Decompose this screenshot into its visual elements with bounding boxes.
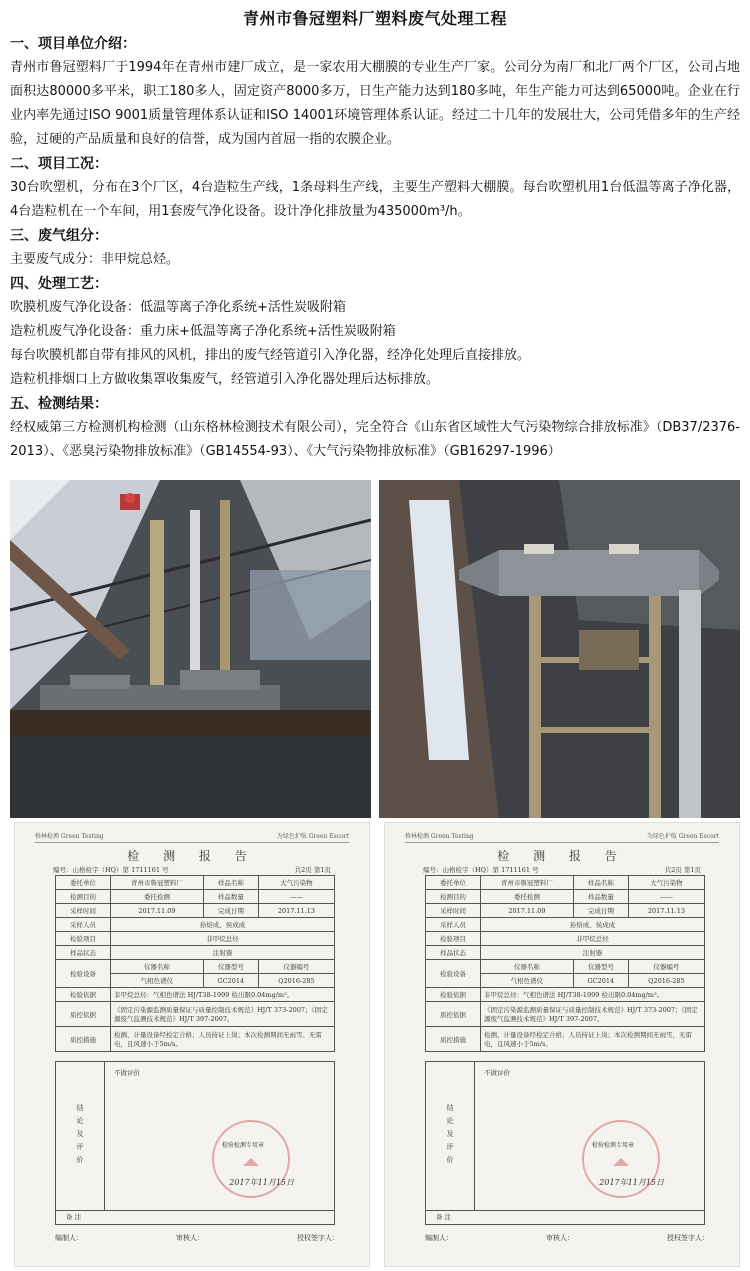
cell-value: 非甲烷总烃：气相色谱法 HJ/T38-1999 检出限0.04mg/m³。 xyxy=(481,988,705,1002)
cell-label: 质控依据 xyxy=(56,1002,111,1027)
section-text-conditions: 30台吹塑机，分布在3个厂区，4台造粒生产线，1条母料生产线，主要生产塑料大棚膜。每台吹塑机用1台低温等离子净化器，4台造粒机在一个车间，用1套废气净化设备。设计净化排放量为435000m³/h。 xyxy=(10,180,740,219)
section-text-composition: 主要废气成分：非甲烷总烃。 xyxy=(10,252,180,267)
cell-value: 仪器编号 xyxy=(258,960,334,974)
cell-value: 气相色谱仪 xyxy=(481,974,574,988)
cell-label: 采样时间 xyxy=(56,904,111,918)
report-meta xyxy=(423,865,701,874)
test-report-row xyxy=(10,822,740,1267)
report-header-left: 格林检测 Green Testing xyxy=(35,833,104,840)
cell-value: 2017.11.13 xyxy=(628,904,704,918)
cell-value: 《固定污染源监测质量保证与质量控制技术规范》HJ/T 373-2007；《固定源废气监测技术规范》HJ/T 397-2007。 xyxy=(111,1002,335,1027)
cell-value: Q2016-285 xyxy=(258,974,334,988)
process-line: 吹膜机废气净化设备：低温等离子净化系统+活性炭吸附箱 xyxy=(10,300,346,315)
section-heading-process: 四、处理工艺： xyxy=(10,276,108,292)
cell-value: 气相色谱仪 xyxy=(111,974,204,988)
report-header xyxy=(405,831,719,843)
cell-value: 仪器型号 xyxy=(573,960,628,974)
report-conclusion xyxy=(55,1061,335,1211)
report-note: 备 注 xyxy=(425,1211,705,1225)
cell-value: Q2016-285 xyxy=(628,974,704,988)
cell-value: 检测、计量设备经检定合格；人员持证上岗；本次检测期间无雨雪、无雷电，且风速小于5m/s。 xyxy=(481,1027,705,1052)
cell-label: 质控依据 xyxy=(426,1002,481,1027)
report-header-right: 为绿色护航 Green Escort xyxy=(276,833,349,840)
conclusion-text: 不做评价 xyxy=(114,1069,140,1077)
report-header-left: 格林检测 Green Testing xyxy=(405,833,474,840)
section-text-company: 青州市鲁冠塑料厂于1994年在青州市建厂成立，是一家农用大棚膜的专业生产厂家。公司分为南厂和北厂两个厂区，公司占地面积达80000多平米，职工180多人，固定资产8000多万，日生产能力达到180多吨，年生产能力可达到65000吨。企业在行业内率先通过ISO 9001质量管理体系认证和ISO 14001环境管理体系认证。经过二十几年的发展壮大，公司凭借多年的生产经验，过硬的产品质量和良好的信誉，成为国内首屈一指的农膜企业。 xyxy=(10,60,740,147)
section-text-results: 经权威第三方检测机构检测（山东格林检测技术有限公司），完全符合《山东省区域性大气污染物综合排放标准》（DB37/2376-2013）、《恶臭污染物排放标准》（GB14554-93）、《大气污染物排放标准》（GB16297-1996） xyxy=(10,420,740,459)
conclusion-label: 结论及评价 xyxy=(56,1062,105,1210)
report-signatures xyxy=(55,1233,339,1243)
preparer-label: 编制人： xyxy=(55,1234,83,1242)
reviewer-label: 审核人： xyxy=(546,1234,574,1242)
section-heading-company: 一、项目单位介绍： xyxy=(10,36,136,52)
signer-label: 授权签字人： xyxy=(297,1234,339,1242)
test-report xyxy=(384,822,740,1267)
report-table xyxy=(425,875,705,1052)
signer-label: 授权签字人： xyxy=(667,1234,709,1242)
cell-value: 注射器 xyxy=(111,946,335,960)
cell-value: —— xyxy=(628,890,704,904)
section-heading-composition: 三、废气组分： xyxy=(10,228,108,244)
report-title: 检 测 报 告 xyxy=(127,849,257,863)
cell-value: 青州市鲁冠塑料厂 xyxy=(111,876,204,890)
cell-value: 检测、计量设备经检定合格；人员持证上岗；本次检测期间无雨雪、无雷电，且风速小于5m/s。 xyxy=(111,1027,335,1052)
report-number: 编号：山格检字（HQ）第 1711161 号 xyxy=(53,866,169,874)
cell-value: —— xyxy=(258,890,334,904)
cell-value: 仪器编号 xyxy=(628,960,704,974)
cell-label: 检验设备 xyxy=(56,960,111,988)
report-pages: 共2页 第1页 xyxy=(294,866,331,874)
process-line: 造粒机废气净化设备：重力床+低温等离子净化系统+活性炭吸附箱 xyxy=(10,324,396,339)
cell-value: 2017.11.09 xyxy=(481,904,574,918)
cell-value: 青州市鲁冠塑料厂 xyxy=(481,876,574,890)
cell-label: 质控措施 xyxy=(56,1027,111,1052)
blown-film-equipment-photo xyxy=(10,480,371,818)
report-date: 2017年11月15日 xyxy=(229,1178,294,1187)
cell-value: 非甲烷总烃 xyxy=(481,932,705,946)
cell-value: 非甲烷总烃：气相色谱法 HJ/T38-1999 检出限0.04mg/m³。 xyxy=(111,988,335,1002)
cell-label: 检验项目 xyxy=(426,932,481,946)
test-report xyxy=(14,822,370,1267)
report-title: 检 测 报 告 xyxy=(497,849,627,863)
cell-label: 检测目的 xyxy=(426,890,481,904)
cell-value: 大气污染物 xyxy=(628,876,704,890)
cell-value: 大气污染物 xyxy=(258,876,334,890)
report-note: 备 注 xyxy=(55,1211,335,1225)
cell-value: GC2014 xyxy=(573,974,628,988)
report-number: 编号：山格检字（HQ）第 1711161 号 xyxy=(423,866,539,874)
cell-label: 检验项目 xyxy=(56,932,111,946)
cell-value: GC2014 xyxy=(203,974,258,988)
cell-value: 委托检测 xyxy=(481,890,574,904)
cell-label: 完成日期 xyxy=(203,904,258,918)
cell-label: 采样时间 xyxy=(426,904,481,918)
preparer-label: 编制人： xyxy=(425,1234,453,1242)
cell-value: 孙焙成、侯成成 xyxy=(481,918,705,932)
report-table xyxy=(55,875,335,1052)
report-pages: 共2页 第1页 xyxy=(664,866,701,874)
granulator-equipment-photo xyxy=(379,480,740,818)
process-line: 每台吹膜机都自带有排风的风机，排出的废气经管道引入净化器，经净化处理后直接排放。 xyxy=(10,348,531,363)
cell-label: 样品名称 xyxy=(203,876,258,890)
cell-label: 检验设备 xyxy=(426,960,481,988)
cell-label: 检验依据 xyxy=(56,988,111,1002)
photo-row xyxy=(10,480,740,818)
cell-label: 样品数量 xyxy=(203,890,258,904)
cell-value: 孙焙成、侯成成 xyxy=(111,918,335,932)
cell-label: 采样人员 xyxy=(56,918,111,932)
cell-value: 《固定污染源监测质量保证与质量控制技术规范》HJ/T 373-2007；《固定源废气监测技术规范》HJ/T 397-2007。 xyxy=(481,1002,705,1027)
reviewer-label: 审核人： xyxy=(176,1234,204,1242)
cell-label: 样品状态 xyxy=(426,946,481,960)
seal-text: 检验检测专用章 xyxy=(591,1142,634,1149)
cell-value: 仪器名称 xyxy=(111,960,204,974)
report-date: 2017年11月15日 xyxy=(599,1178,664,1187)
article-body xyxy=(0,32,750,464)
process-line: 造粒机排烟口上方做收集罩收集废气，经管道引入净化器处理后达标排放。 xyxy=(10,372,440,387)
cell-label: 样品数量 xyxy=(573,890,628,904)
cell-label: 完成日期 xyxy=(573,904,628,918)
report-meta xyxy=(53,865,331,874)
cell-value: 2017.11.13 xyxy=(258,904,334,918)
cell-label: 样品名称 xyxy=(573,876,628,890)
conclusion-text: 不做评价 xyxy=(484,1069,510,1077)
cell-label: 采样人员 xyxy=(426,918,481,932)
section-heading-conditions: 二、项目工况： xyxy=(10,156,108,172)
conclusion-label: 结论及评价 xyxy=(426,1062,475,1210)
cell-label: 检验依据 xyxy=(426,988,481,1002)
section-heading-results: 五、检测结果： xyxy=(10,396,108,412)
cell-value: 2017.11.09 xyxy=(111,904,204,918)
cell-label: 样品状态 xyxy=(56,946,111,960)
cell-label: 检测目的 xyxy=(56,890,111,904)
report-signatures xyxy=(425,1233,709,1243)
report-conclusion xyxy=(425,1061,705,1211)
report-header-right: 为绿色护航 Green Escort xyxy=(646,833,719,840)
cell-label: 质控措施 xyxy=(426,1027,481,1052)
cell-value: 仪器型号 xyxy=(203,960,258,974)
cell-label: 委托单位 xyxy=(426,876,481,890)
page-title: 青州市鲁冠塑料厂塑料废气处理工程 xyxy=(242,9,507,28)
cell-value: 非甲烷总烃 xyxy=(111,932,335,946)
cell-value: 委托检测 xyxy=(111,890,204,904)
cell-value: 注射器 xyxy=(481,946,705,960)
cell-label: 委托单位 xyxy=(56,876,111,890)
seal-text: 检验检测专用章 xyxy=(221,1142,264,1149)
cell-value: 仪器名称 xyxy=(481,960,574,974)
report-header xyxy=(35,831,349,843)
